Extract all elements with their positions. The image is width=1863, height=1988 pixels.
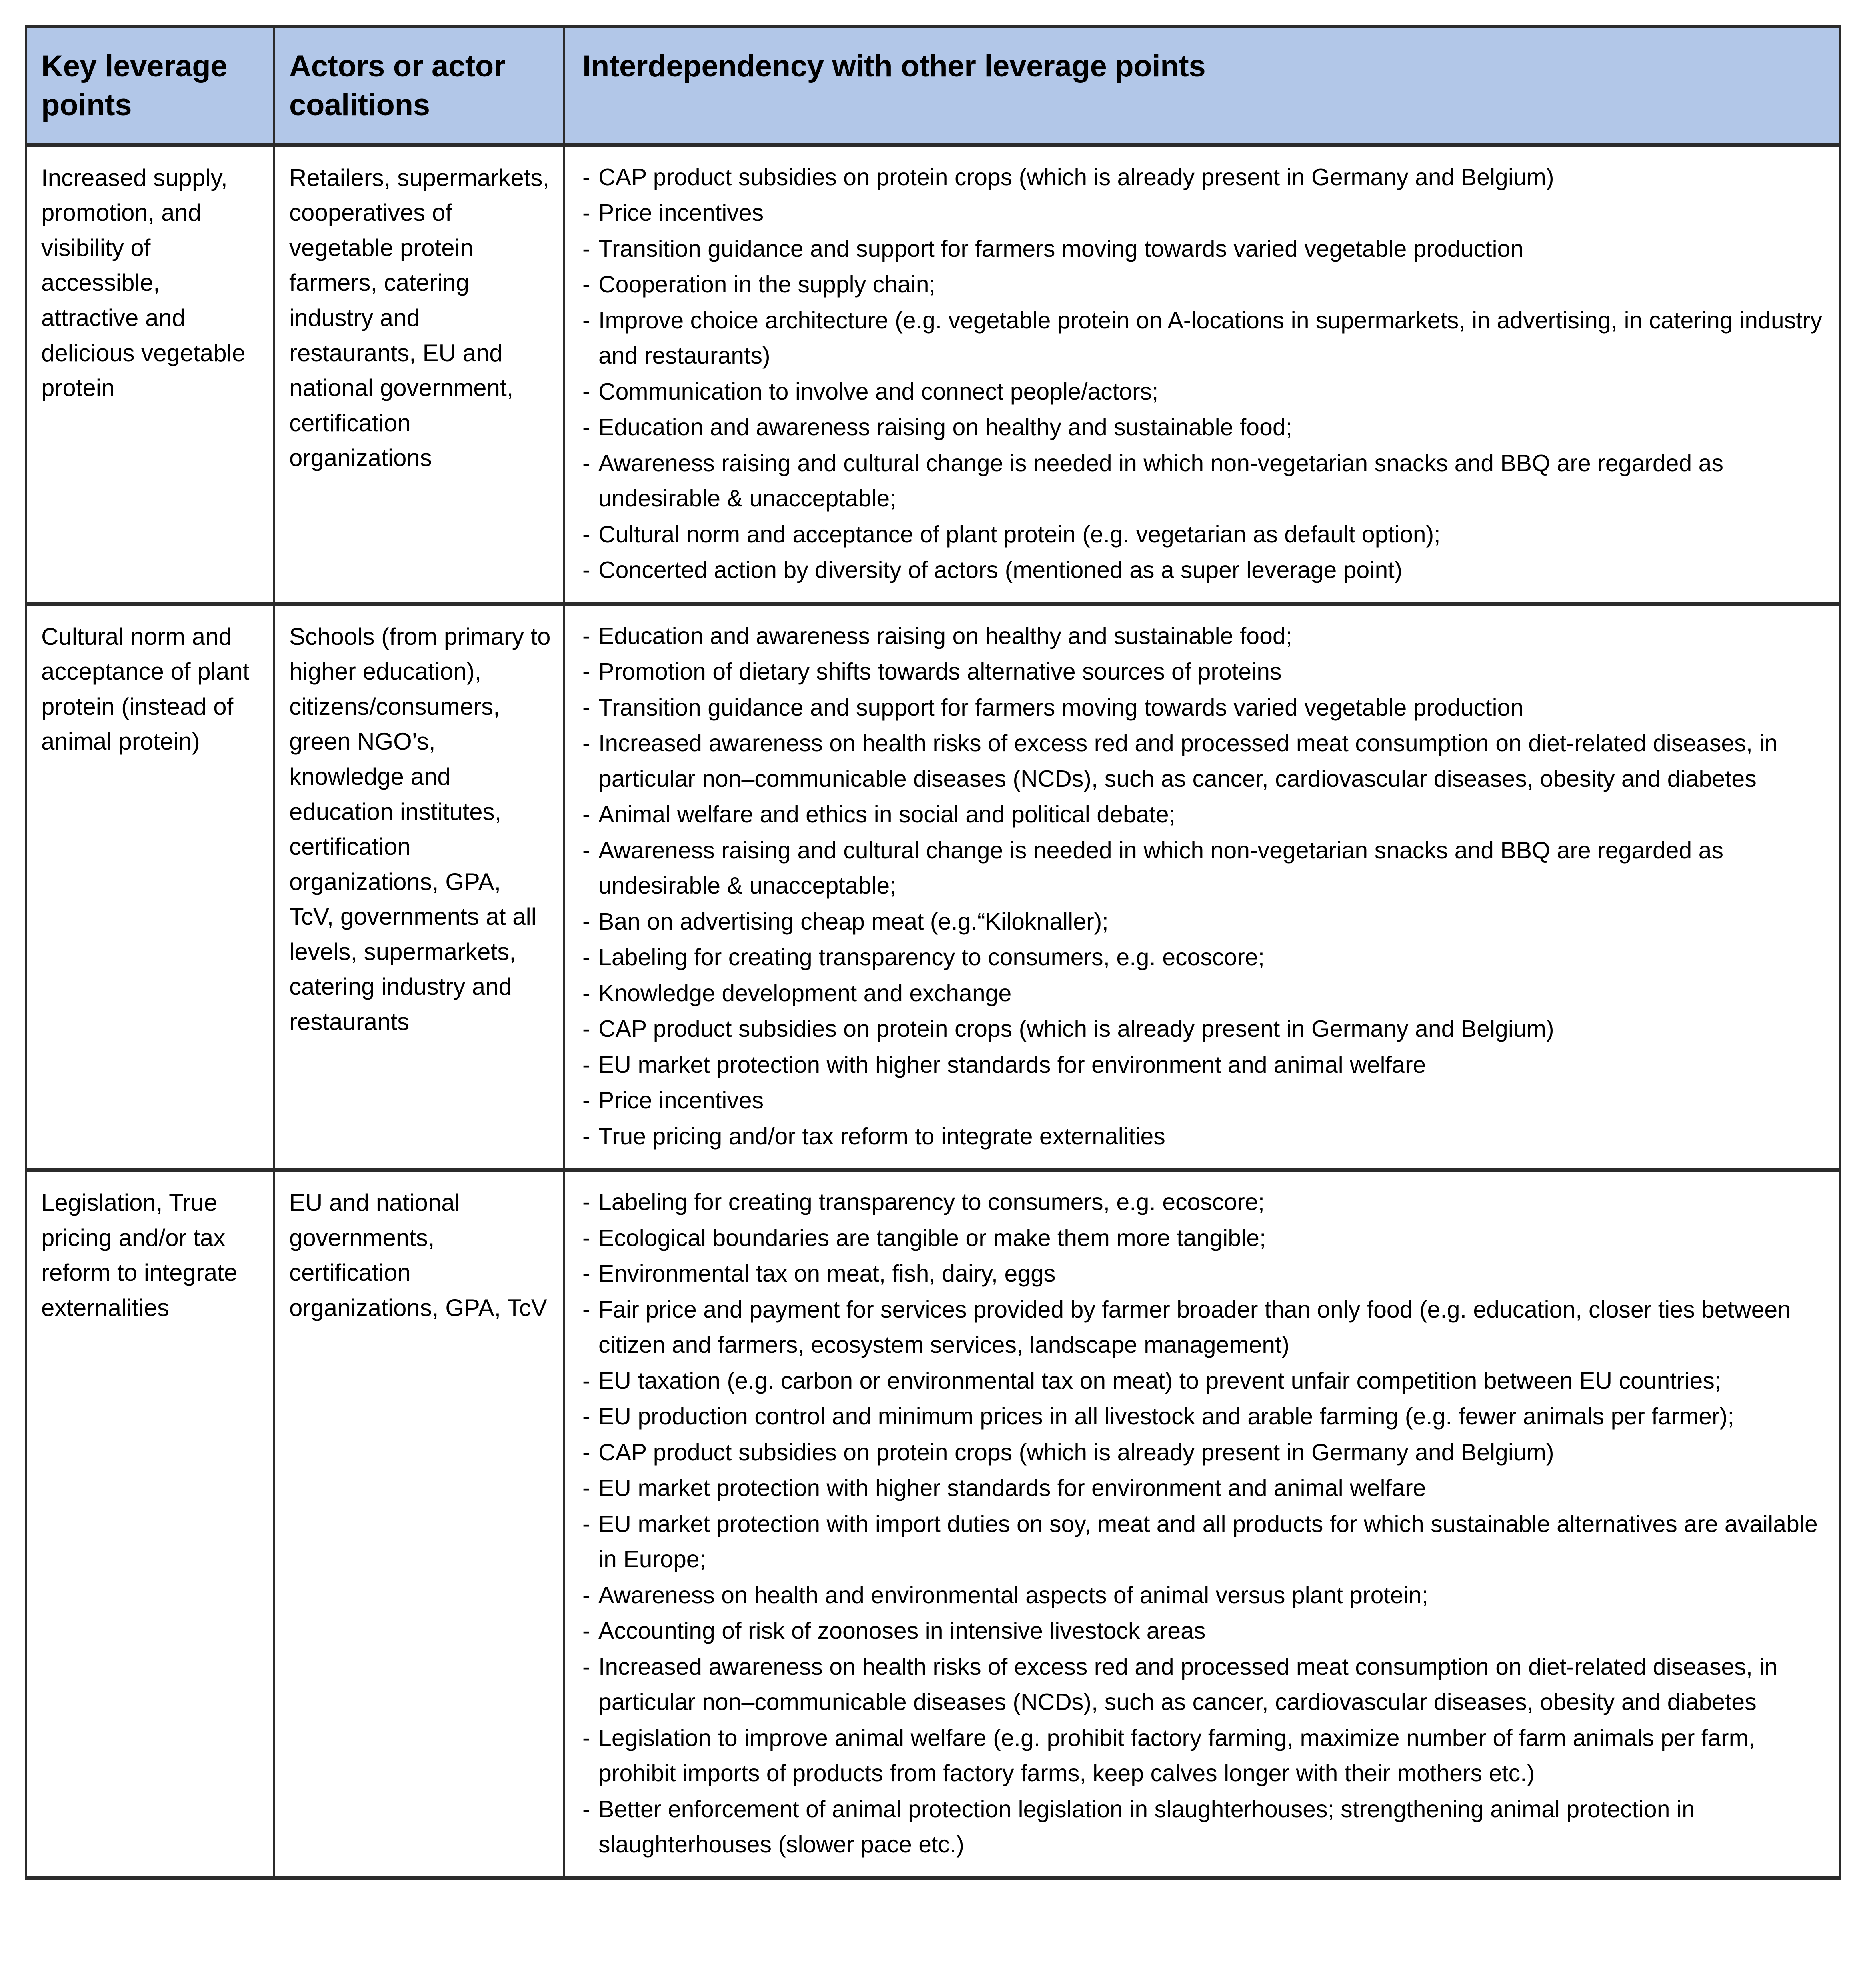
header-row — [26, 27, 1840, 145]
interdependency-item: - Accounting of risk of zoonoses in intensive livestock areas — [582, 1613, 1823, 1649]
interdependency-item: - Environmental tax on meat, fish, dairy, eggs — [582, 1256, 1823, 1292]
interdependency-item: - CAP product subsidies on protein crops (which is already present in Germany and Belgium) — [582, 1435, 1823, 1470]
table-header — [26, 27, 1840, 145]
cell-actors: EU and national governments, certification organizations, GPA, TcV — [274, 1170, 564, 1878]
interdependency-item: - EU production control and minimum prices in all livestock and arable farming (e.g. fewer animals per farmer); — [582, 1399, 1823, 1434]
interdependency-item: - Transition guidance and support for farmers moving towards varied vegetable production — [582, 690, 1823, 726]
interdependency-item: - Price incentives — [582, 195, 1823, 231]
interdependency-item: - Ban on advertising cheap meat (e.g.“Kiloknaller); — [582, 904, 1823, 940]
interdependency-item: - Knowledge development and exchange — [582, 976, 1823, 1011]
interdependency-item: - Cultural norm and acceptance of plant protein (e.g. vegetarian as default option); — [582, 517, 1823, 552]
cell-interdependencies — [564, 604, 1840, 1170]
interdependency-item: - Labeling for creating transparency to consumers, e.g. ecoscore; — [582, 1184, 1823, 1220]
interdependency-item: - Education and awareness raising on healthy and sustainable food; — [582, 410, 1823, 445]
interdependency-item: - Concerted action by diversity of actors (mentioned as a super leverage point) — [582, 552, 1823, 588]
cell-interdependencies — [564, 1170, 1840, 1878]
cell-actors: Retailers, supermarkets, cooperatives of vegetable protein farmers, catering industry and restaurants, EU and national government, certification organizations — [274, 145, 564, 604]
interdependency-item: - Legislation to improve animal welfare (e.g. prohibit factory farming, maximize number of farm animals per farm, prohibit imports of products from factory farms, keep calves longer with their mothers etc.) — [582, 1720, 1823, 1791]
interdependency-item: - CAP product subsidies on protein crops (which is already present in Germany and Belgium) — [582, 160, 1823, 195]
cell-actors: Schools (from primary to higher education), citizens/consumers, green NGO’s, knowledge and education institutes, certification organizations, GPA, TcV, governments at all levels, supermarkets, catering industry and restaurants — [274, 604, 564, 1170]
interdependency-item: - Awareness raising and cultural change is needed in which non-vegetarian snacks and BBQ are regarded as undesirable & unacceptable; — [582, 833, 1823, 904]
table-body — [26, 145, 1840, 1878]
cell-leverage-point: Increased supply, promotion, and visibility of accessible, attractive and delicious vegetable protein — [26, 145, 274, 604]
interdependency-item: - Transition guidance and support for farmers moving towards varied vegetable production — [582, 231, 1823, 267]
interdependency-item: - Ecological boundaries are tangible or make them more tangible; — [582, 1220, 1823, 1256]
interdependency-item: - EU taxation (e.g. carbon or environmental tax on meat) to prevent unfair competition between EU countries; — [582, 1363, 1823, 1399]
interdependency-item: - EU market protection with higher standards for environment and animal welfare — [582, 1047, 1823, 1083]
interdependency-item: - Awareness on health and environmental aspects of animal versus plant protein; — [582, 1578, 1823, 1613]
interdependency-list — [582, 1184, 1823, 1862]
cell-leverage-point: Cultural norm and acceptance of plant protein (instead of animal protein) — [26, 604, 274, 1170]
interdependency-item: - Animal welfare and ethics in social and political debate; — [582, 797, 1823, 832]
interdependency-item: - EU market protection with import duties on soy, meat and all products for which sustainable alternatives are available in Europe; — [582, 1506, 1823, 1577]
interdependency-item: - Increased awareness on health risks of excess red and processed meat consumption on diet-related diseases, in particular non–communicable diseases (NCDs), such as cancer, cardiovascular diseases, obesity and diabetes — [582, 1649, 1823, 1720]
interdependency-item: - Fair price and payment for services provided by farmer broader than only food (e.g. education, closer ties between citizen and farmers, ecosystem services, landscape management) — [582, 1292, 1823, 1363]
interdependency-item: - Improve choice architecture (e.g. vegetable protein on A-locations in supermarkets, in advertising, in catering industry and restaurants) — [582, 303, 1823, 374]
cell-leverage-point: Legislation, True pricing and/or tax reform to integrate externalities — [26, 1170, 274, 1878]
interdependency-item: - Promotion of dietary shifts towards alternative sources of proteins — [582, 654, 1823, 690]
interdependency-item: - Communication to involve and connect people/actors; — [582, 374, 1823, 410]
interdependency-item: - Price incentives — [582, 1083, 1823, 1118]
interdependency-item: - Better enforcement of animal protection legislation in slaughterhouses; strengthening animal protection in slaughterhouses (slower pace etc.) — [582, 1792, 1823, 1862]
column-header-actors-or-actor-coalitions: Actors or actor coalitions — [274, 27, 564, 145]
cell-interdependencies — [564, 145, 1840, 604]
leverage-points-table — [25, 25, 1841, 1880]
interdependency-list — [582, 618, 1823, 1154]
interdependency-item: - Labeling for creating transparency to consumers, e.g. ecoscore; — [582, 940, 1823, 975]
interdependency-item: - Awareness raising and cultural change is needed in which non-vegetarian snacks and BBQ are regarded as undesirable & unacceptable; — [582, 446, 1823, 516]
interdependency-item: - Increased awareness on health risks of excess red and processed meat consumption on diet-related diseases, in particular non–communicable diseases (NCDs), such as cancer, cardiovascular diseases, obesity and diabetes — [582, 726, 1823, 796]
interdependency-item: - CAP product subsidies on protein crops (which is already present in Germany and Belgium) — [582, 1011, 1823, 1047]
interdependency-item: - Education and awareness raising on healthy and sustainable food; — [582, 618, 1823, 654]
table-row — [26, 604, 1840, 1170]
interdependency-item: - True pricing and/or tax reform to integrate externalities — [582, 1119, 1823, 1154]
column-header-interdependency: Interdependency with other leverage points — [564, 27, 1840, 145]
table-row — [26, 145, 1840, 604]
column-header-key-leverage-points: Key leverage points — [26, 27, 274, 145]
table-row — [26, 1170, 1840, 1878]
interdependency-item: - EU market protection with higher standards for environment and animal welfare — [582, 1470, 1823, 1506]
interdependency-item: - Cooperation in the supply chain; — [582, 267, 1823, 302]
interdependency-list — [582, 160, 1823, 588]
